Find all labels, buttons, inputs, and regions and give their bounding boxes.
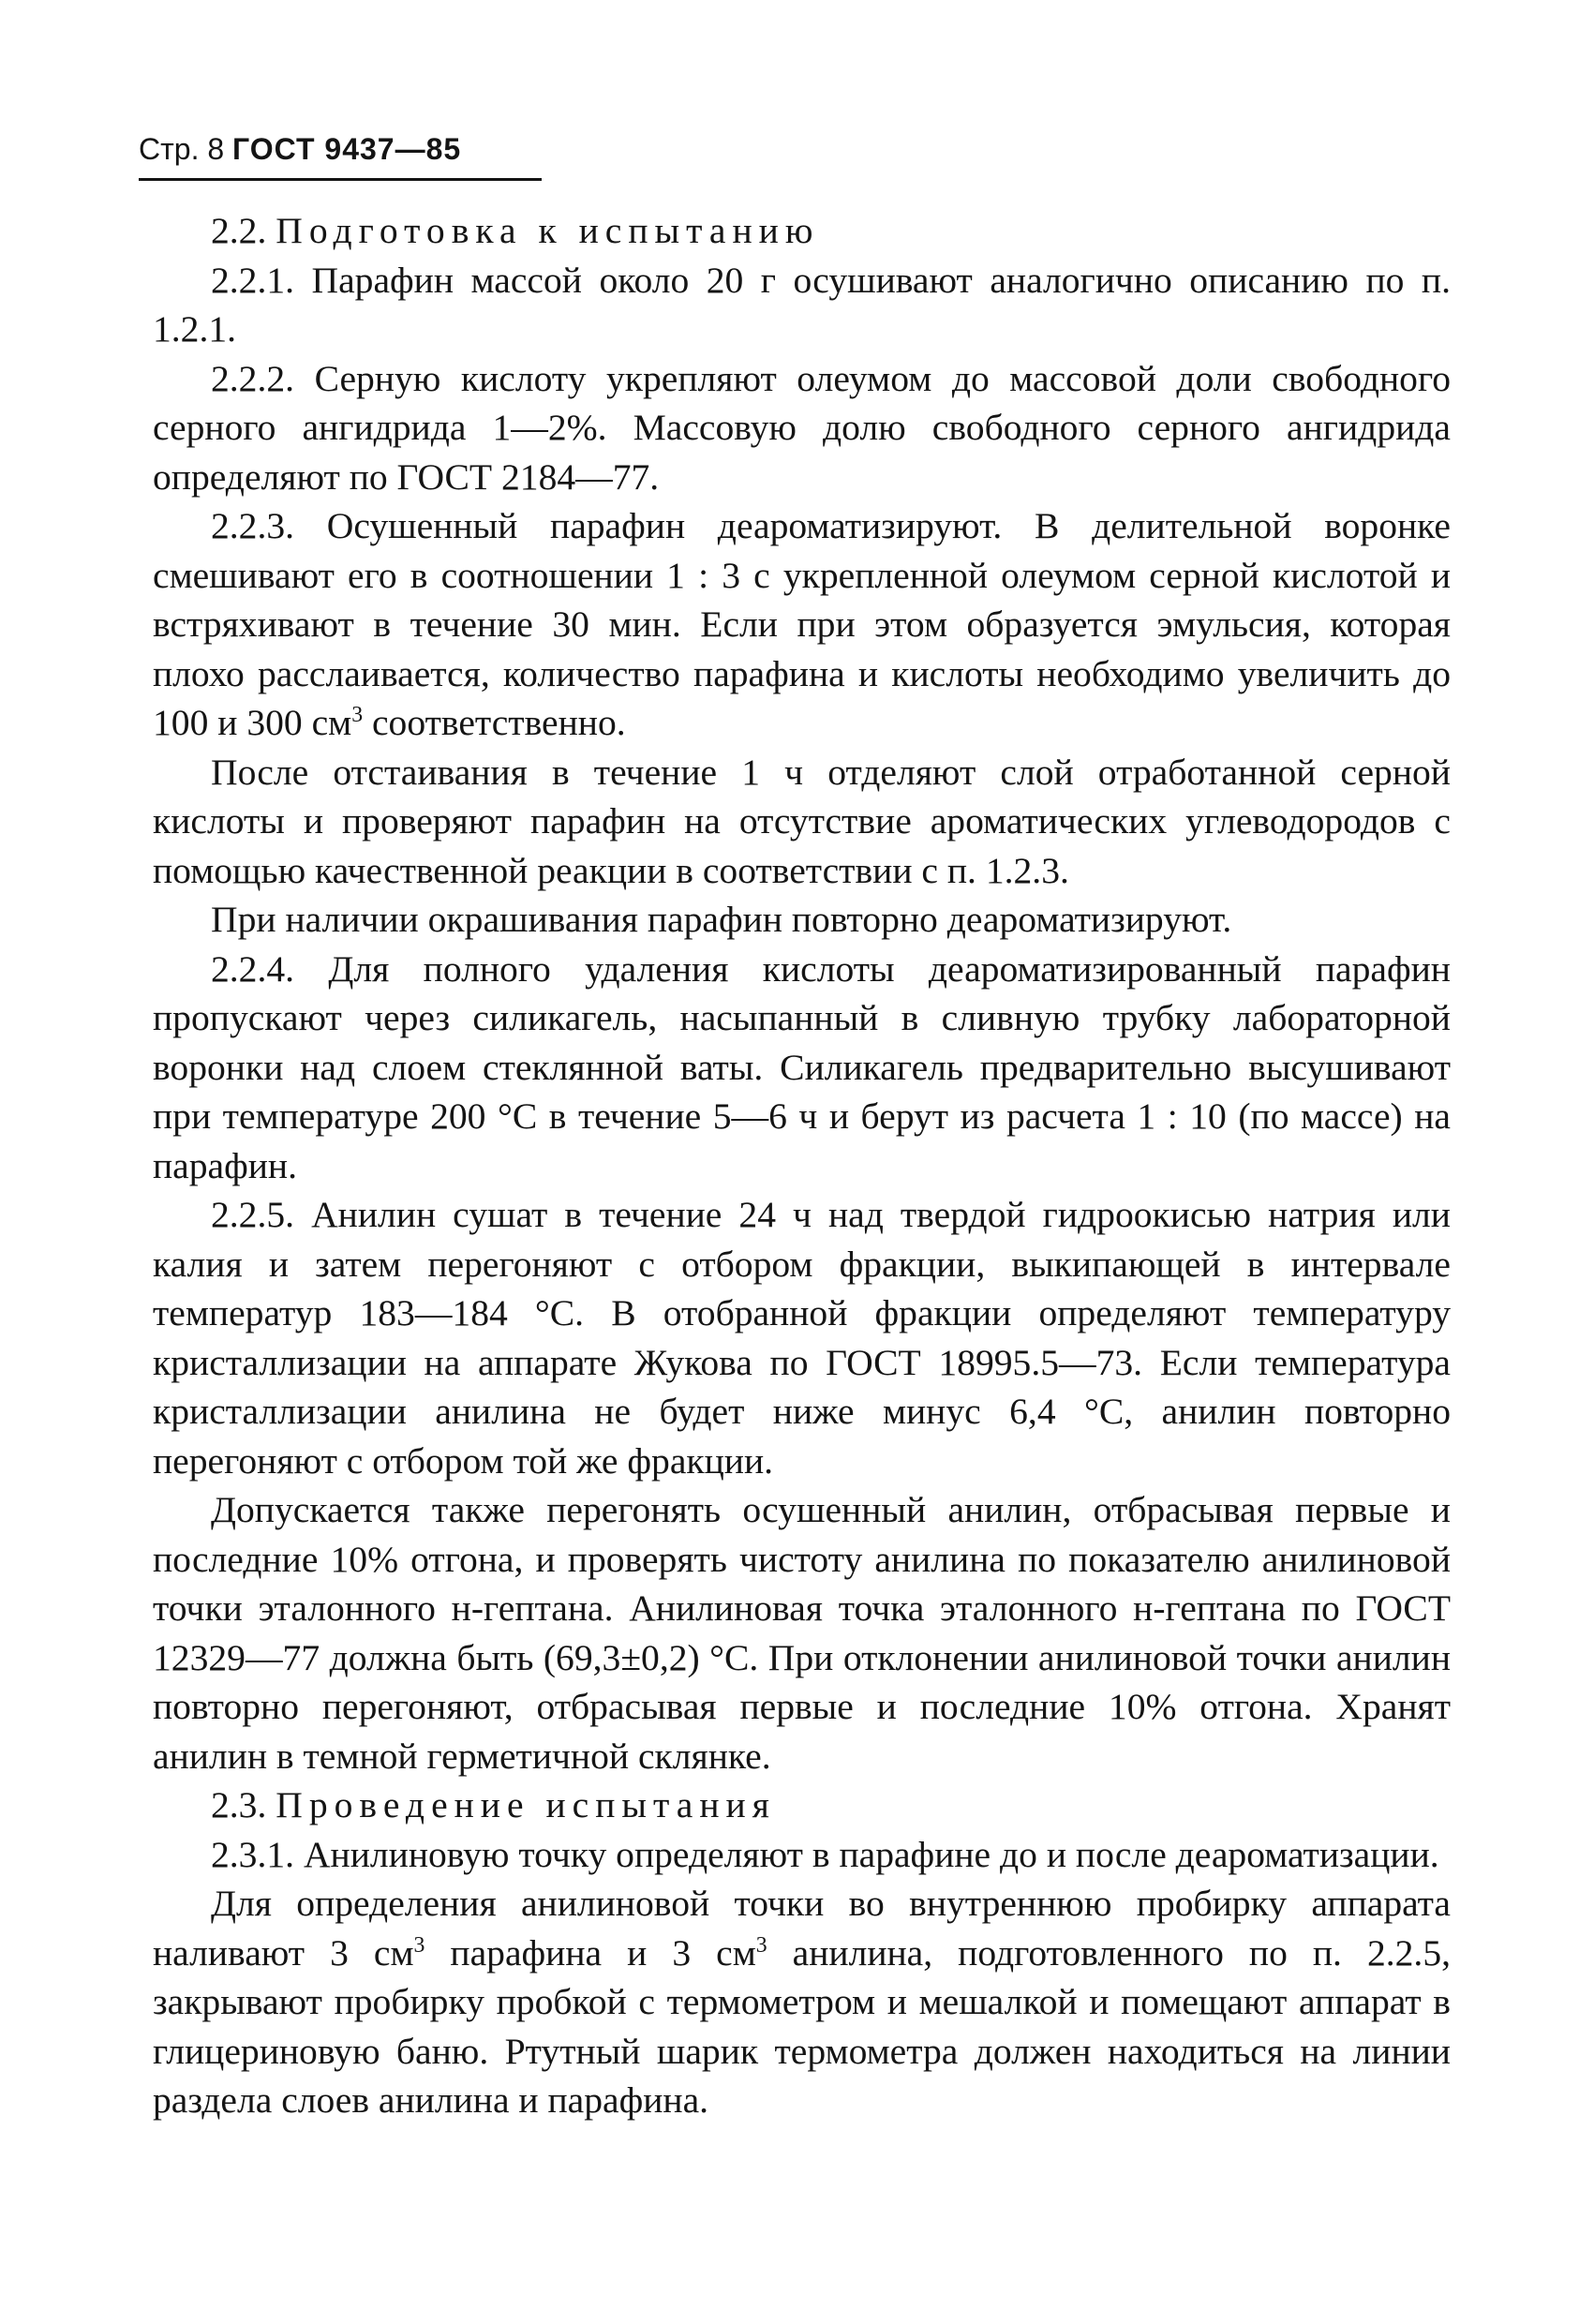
text-run: соответственно. [363, 702, 626, 743]
superscript: 3 [755, 1932, 767, 1958]
paragraph [153, 1830, 1451, 1880]
paragraph [153, 895, 1451, 945]
document-body [153, 206, 1451, 2125]
paragraph [153, 354, 1451, 502]
page-header [139, 120, 542, 181]
paragraph [153, 1190, 1451, 1485]
paragraph [153, 501, 1451, 748]
paragraph [153, 1879, 1451, 2125]
text-run: парафина и 3 см [425, 1931, 756, 1974]
heading-title: Проведение испытания [276, 1784, 776, 1825]
section-heading [153, 1780, 1451, 1830]
text-run: 2.3. [211, 1784, 276, 1825]
text-run: 2.2. [211, 210, 276, 251]
text-run: 2.3.1. Анилиновую точку определяют в парафине до и после деароматизации. [211, 1833, 1439, 1875]
superscript: 3 [351, 702, 364, 727]
superscript: 3 [413, 1932, 425, 1958]
page-number: Стр. 8 [139, 132, 233, 166]
text-run: При наличии окрашивания парафин повторно деароматизируют. [211, 899, 1232, 940]
section-heading [153, 206, 1451, 256]
text-run: анилина, подготовленного по п. 2.2.5, закрывают пробирку пробкой с термометром и мешалкой и помещают аппарат в глицериновую баню. Ртутный шарик термометра должен находиться на линии раздела слоев анилина и парафина. [153, 1931, 1452, 2121]
text-run: 2.2.5. Анилин сушат в течение 24 ч над твердой гидроокисью натрия или калия и затем перегоняют с отбором фракции, выкипающей в интервале температур 183—184 °С. В отобранной фракции определяют температуру кристаллизации на аппарате Жукова по ГОСТ 18995.5—73. Если температура кристаллизации анилина не будет ниже минус 6,4 °С, анилин повторно перегоняют с отбором той же фракции. [153, 1194, 1451, 1482]
paragraph [153, 748, 1451, 896]
standard-number: ГОСТ 9437—85 [232, 132, 462, 166]
text-run: После отстаивания в течение 1 ч отделяют слой отработанной серной кислоты и проверяют парафин на отсутствие ароматических углеводородов с помощью качественной реакции в соответствии с п. 1.2.3. [153, 751, 1451, 891]
paragraph [153, 1485, 1451, 1780]
text-run: 2.2.4. Для полного удаления кислоты деароматизированный парафин пропускают через силикагель, насыпанный в сливную трубку лабораторной воронки над слоем стеклянной ваты. Силикагель предварительно высушивают при температуре 200 °С в течение 5—6 ч и берут из расчета 1 : 10 (по массе) на парафин. [153, 947, 1451, 1186]
text-run: 2.2.3. Осушенный парафин деароматизируют. В делительной воронке смешивают его в соотношении 1 : 3 с укрепленной олеумом серной кислотой и встряхивают в течение 30 мин. Если при этом образуется эмульсия, которая плохо расслаивается, количество парафина и кислоты необходимо увеличить до 100 и 300 см [153, 505, 1451, 743]
paragraph [153, 256, 1451, 354]
text-run: 2.2.2. Серную кислоту укрепляют олеумом до массовой доли свободного серного ангидрида 1—2%. Массовую долю свободного серного ангидрида определяют по ГОСТ 2184—77. [153, 357, 1451, 498]
text-run: 2.2.1. Парафин массой около 20 г осушивают аналогично описанию по п. 1.2.1. [153, 259, 1451, 350]
heading-title: Подготовка к испытанию [276, 210, 820, 251]
paragraph [153, 945, 1451, 1191]
text-run: Для определения анилиновой точки во внутреннюю пробирку аппарата наливают 3 см [153, 1883, 1451, 1974]
text-run: Допускается также перегонять осушенный анилин, отбрасывая первые и последние 10% отгона, и проверять чистоту анилина по показателю анилиновой точки эталонного н-гептана. Анилиновая точка эталонного н-гептана по ГОСТ 12329—77 должна быть (69,3±0,2) °С. При отклонении анилиновой точки анилин повторно перегоняют, отбрасывая первые и последние 10% отгона. Хранят анилин в темной герметичной склянке. [153, 1489, 1451, 1777]
